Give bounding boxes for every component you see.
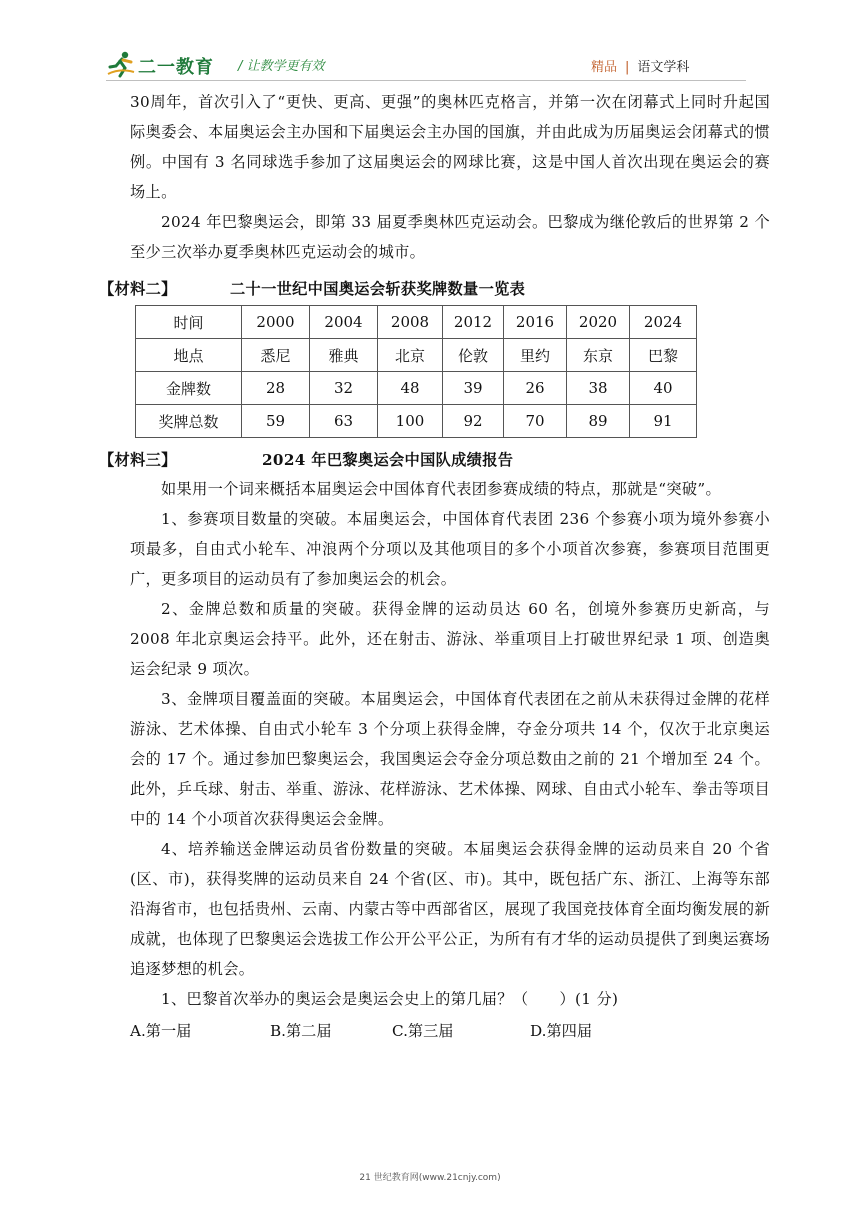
table-cell: 26 [504, 372, 567, 405]
table-cell: 2008 [378, 306, 443, 339]
table-row [136, 405, 697, 438]
option-c: C.第三届 [392, 1022, 454, 1040]
row-header-total: 奖牌总数 [136, 405, 242, 438]
table-cell: 28 [242, 372, 310, 405]
logo [106, 50, 226, 78]
report-paragraph: 4、培养输送金牌运动员省份数量的突破。本届奥运会获得金牌的运动员来自 20 个省(区、市)，获得奖牌的运动员来自 24 个省(区、市)。其中，既包括广东、浙江、上海等东部沿海省市，也包括贵州、云南、内蒙古等中西部省区，展现了我国竞技体育全面均衡发展的新成就，也体现了巴黎奥运会选拔工作公开公平公正，为所有有才华的运动员提供了到奥运赛场追逐梦想的机会。 [130, 840, 770, 978]
report-paragraph: 2、金牌总数和质量的突破。获得金牌的运动员达 60 名，创境外参赛历史新高，与 2008 年北京奥运会持平。此外，还在射击、游泳、举重项目上打破世界纪录 1 项、创造奥运会纪录 9 项次。 [130, 600, 770, 678]
table-cell: 48 [378, 372, 443, 405]
row-header-time: 时间 [136, 306, 242, 339]
table-cell: 2012 [443, 306, 504, 339]
table-cell: 雅典 [310, 339, 378, 372]
table-cell: 北京 [378, 339, 443, 372]
material3-heading [99, 446, 770, 474]
row-header-location: 地点 [136, 339, 242, 372]
table-cell: 巴黎 [630, 339, 697, 372]
table-row [136, 372, 697, 405]
table-cell: 70 [504, 405, 567, 438]
table-cell: 悉尼 [242, 339, 310, 372]
brand-separator: | [625, 60, 630, 75]
table-cell: 92 [443, 405, 504, 438]
table-cell: 伦敦 [443, 339, 504, 372]
report-paragraph: 如果用一个词来概括本届奥运会中国体育代表团参赛成绩的特点，那就是“突破”。 [161, 480, 722, 498]
row-header-gold: 金牌数 [136, 372, 242, 405]
page-header [0, 0, 860, 86]
option-a: A.第一届 [130, 1022, 192, 1040]
medal-table [135, 305, 697, 438]
table-cell: 里约 [504, 339, 567, 372]
brand-subject-label: 语文学科 [637, 60, 690, 75]
report-paragraph: 1、参赛项目数量的突破。本届奥运会，中国体育代表团 236 个参赛小项为境外参赛小项最多，自由式小轮车、冲浪两个分项以及其他项目的多个小项首次参赛，参赛项目范围更广，更多项目的运动员有了参加奥运会的机会。 [130, 510, 770, 588]
table-row [136, 306, 697, 339]
table-cell: 39 [443, 372, 504, 405]
header-divider [106, 80, 746, 81]
table-row [136, 339, 697, 372]
option-b: B.第二届 [270, 1022, 332, 1040]
table-cell: 东京 [567, 339, 630, 372]
table-cell: 32 [310, 372, 378, 405]
table-cell: 2020 [567, 306, 630, 339]
material2-heading [99, 275, 770, 303]
question-stem: 1、巴黎首次举办的奥运会是奥运会史上的第几届？（ ）(1 分) [161, 990, 619, 1008]
material2-tag: 【材料二】 [99, 280, 177, 298]
material3-title: 2024 年巴黎奥运会中国队成绩报告 [262, 451, 514, 469]
logo-text: 二一教育 [138, 57, 214, 78]
table-cell: 38 [567, 372, 630, 405]
table-cell: 2024 [630, 306, 697, 339]
table-cell: 2000 [242, 306, 310, 339]
table-cell: 63 [310, 405, 378, 438]
table-cell: 89 [567, 405, 630, 438]
brand-premium-label: 精品 [591, 60, 618, 75]
table-cell: 100 [378, 405, 443, 438]
table-cell: 59 [242, 405, 310, 438]
material2-title: 二十一世纪中国奥运会斩获奖牌数量一览表 [230, 280, 526, 298]
option-d: D.第四届 [530, 1022, 593, 1040]
page-footer: 21 世纪教育网(www.21cnjy.com) [359, 1173, 501, 1183]
material3-tag: 【材料三】 [99, 451, 177, 469]
slogan: / 让教学更有效 [238, 59, 325, 74]
intro-paragraph-2: 2024 年巴黎奥运会，即第 33 届夏季奥林匹克运动会。巴黎成为继伦敦后的世界第 2 个至少三次举办夏季奥林匹克运动会的城市。 [130, 213, 770, 261]
intro-paragraph-1: 30周年，首次引入了“更快、更高、更强”的奥林匹克格言，并第一次在闭幕式上同时升起国际奥委会、本届奥运会主办国和下届奥运会主办国的国旗，并由此成为历届奥运会闭幕式的惯例。中国有 3 名同球选手参加了这届奥运会的网球比赛，这是中国人首次出现在奥运会的赛场上。 [130, 93, 770, 201]
runner-logo-icon [106, 50, 136, 78]
table-cell: 2016 [504, 306, 567, 339]
article-body [99, 87, 770, 1048]
table-cell: 40 [630, 372, 697, 405]
report-paragraph: 3、金牌项目覆盖面的突破。本届奥运会，中国体育代表团在之前从未获得过金牌的花样游泳、艺术体操、自由式小轮车 3 个分项上获得金牌，夺金分项共 14 个，仅次于北京奥运会的 17 个。通过参加巴黎奥运会，我国奥运会夺金分项总数由之前的 21 个增加至 24 个。此外，乒乓球、射击、举重、游泳、花样游泳、艺术体操、网球、自由式小轮车、拳击等项目中的 14 个小项首次获得奥运会金牌。 [130, 690, 770, 828]
table-cell: 2004 [310, 306, 378, 339]
question-options [130, 1014, 770, 1048]
table-cell: 91 [630, 405, 697, 438]
brand-tag [591, 56, 689, 75]
